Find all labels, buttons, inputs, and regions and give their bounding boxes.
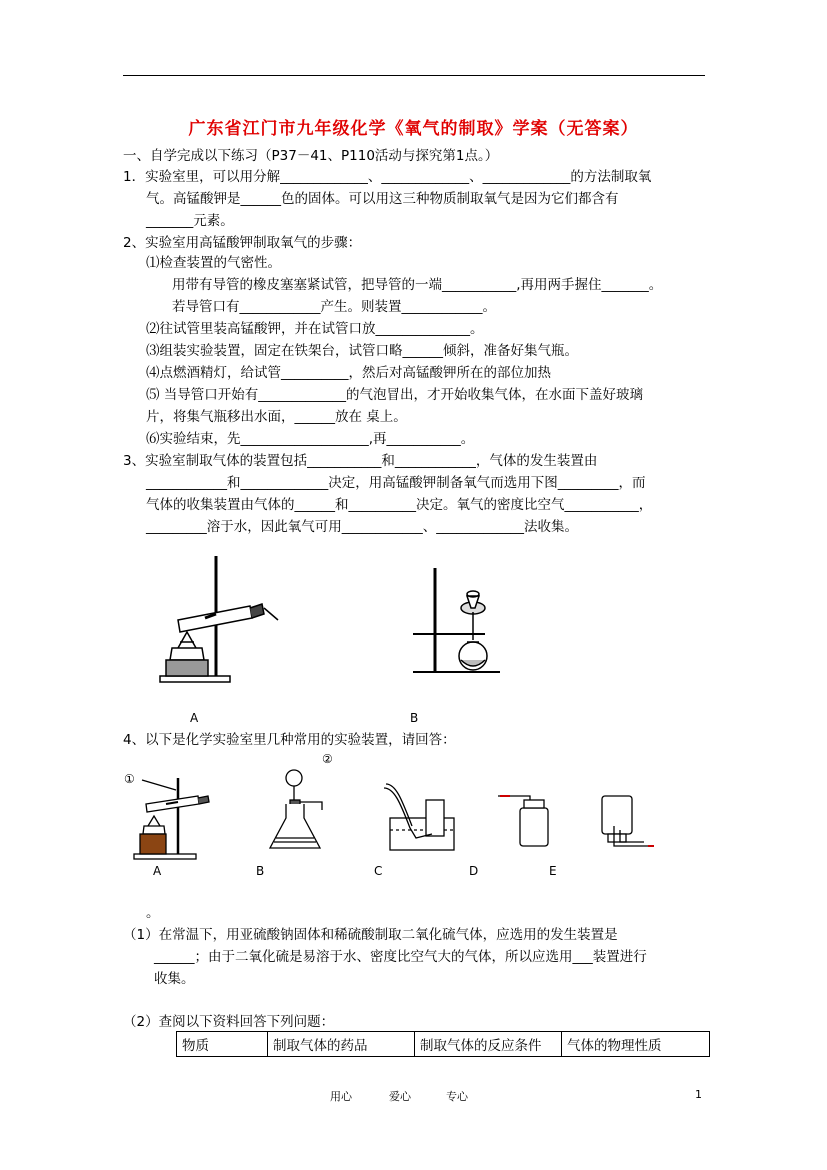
step-5-line-b: 片，将集气瓶移出水面，______放在 桌上。 <box>146 409 407 425</box>
question-1-line-1: 1．实验室里，可以用分解_____________、_____________、_____________的方法制取氧 <box>123 169 652 185</box>
apparatus-2c-figure <box>380 782 462 854</box>
part-1-line-3: 收集。 <box>154 971 195 987</box>
section-heading: 一、自学完成以下练习（P37－41、P110活动与探究第1点。） <box>123 148 499 164</box>
apparatus-2e-figure <box>594 790 658 852</box>
part-1-line-2: ______；由于二氧化硫是易溶于水、密度比空气大的气体，所以应选用___装置进行 <box>154 949 647 965</box>
figure-2-label-a: A <box>153 864 162 878</box>
figure-2-label-c: C <box>374 864 383 878</box>
step-1: ⑴检查装置的气密性。 <box>146 255 281 271</box>
marker-1: ① <box>124 772 135 786</box>
figure-1-label-a: A <box>190 711 199 725</box>
table-header-cell: 气体的物理性质 <box>562 1032 710 1057</box>
figure-2-label-e: E <box>549 864 557 878</box>
step-3: ⑶组装实验装置，固定在铁架台，试管口略______倾斜，准备好集气瓶。 <box>146 343 578 359</box>
marker-2: ② <box>322 752 333 766</box>
question-3-line-4: _________溶于水，因此氧气可用____________、_____________法收集。 <box>146 519 578 535</box>
stray-dot: 。 <box>146 905 160 921</box>
apparatus-2d-figure <box>496 792 554 848</box>
step-5: ⑸ 当导管口开始有_____________的气泡冒出，才开始收集气体，在水面下盖好玻璃 <box>146 387 644 403</box>
table-header-cell: 物质 <box>177 1032 268 1057</box>
figure-2-label-d: D <box>469 864 479 878</box>
part-1-line-1: （1）在常温下，用亚硫酸钠固体和稀硫酸制取二氧化硫气体，应选用的发生装置是 <box>123 927 618 943</box>
apparatus-b-figure <box>405 560 515 678</box>
question-3-line-1: 3、实验室制取气体的装置包括___________和____________，气体的发生装置由 <box>123 453 598 469</box>
page-number: 1 <box>695 1088 702 1101</box>
question-4-heading: 4、以下是化学实验室里几种常用的实验装置，请回答： <box>123 732 456 748</box>
apparatus-2b-figure <box>264 768 336 854</box>
step-1-line-b: 若导管口有____________产生。则装置____________。 <box>172 299 496 315</box>
apparatus-a-figure <box>150 548 280 688</box>
footer-left: 用心 <box>330 1090 352 1103</box>
footer-mid: 爱心 <box>389 1090 411 1103</box>
table-header-cell: 制取气体的反应条件 <box>415 1032 562 1057</box>
table-row <box>177 1032 710 1057</box>
question-1-line-3: _______元素。 <box>146 213 234 229</box>
footer-right: 专心 <box>446 1090 468 1103</box>
question-1-line-2: 气。高锰酸钾是______色的固体。可以用这三种物质制取氧气是因为它们都含有 <box>146 191 619 207</box>
header-rule <box>123 75 705 76</box>
page-title: 广东省江门市九年级化学《氧气的制取》学案（无答案） <box>188 119 639 139</box>
step-1-line-a: 用带有导管的橡皮塞塞紧试管，把导管的一端___________,再用两手握住_______。 <box>172 277 663 293</box>
part-2-heading: （2）查阅以下资料回答下列问题： <box>123 1014 335 1030</box>
step-2: ⑵往试管里装高锰酸钾，并在试管口放______________。 <box>146 321 484 337</box>
step-6: ⑹实验结束，先___________________,再___________。 <box>146 431 475 447</box>
figure-2-label-b: B <box>256 864 265 878</box>
question-2-heading: 2、实验室用高锰酸钾制取氧气的步骤： <box>123 235 362 251</box>
question-3-line-3: 气体的收集装置由气体的______和__________决定。氧气的密度比空气___________， <box>146 497 653 513</box>
question-3-line-2: ____________和_____________决定，用高锰酸钾制备氧气而选用下图_________，而 <box>146 475 646 491</box>
figure-1-label-b: B <box>410 711 419 725</box>
data-table <box>176 1031 710 1057</box>
table-header-cell: 制取气体的药品 <box>268 1032 415 1057</box>
step-4: ⑷点燃酒精灯，给试管__________，然后对高锰酸钾所在的部位加热 <box>146 365 551 381</box>
